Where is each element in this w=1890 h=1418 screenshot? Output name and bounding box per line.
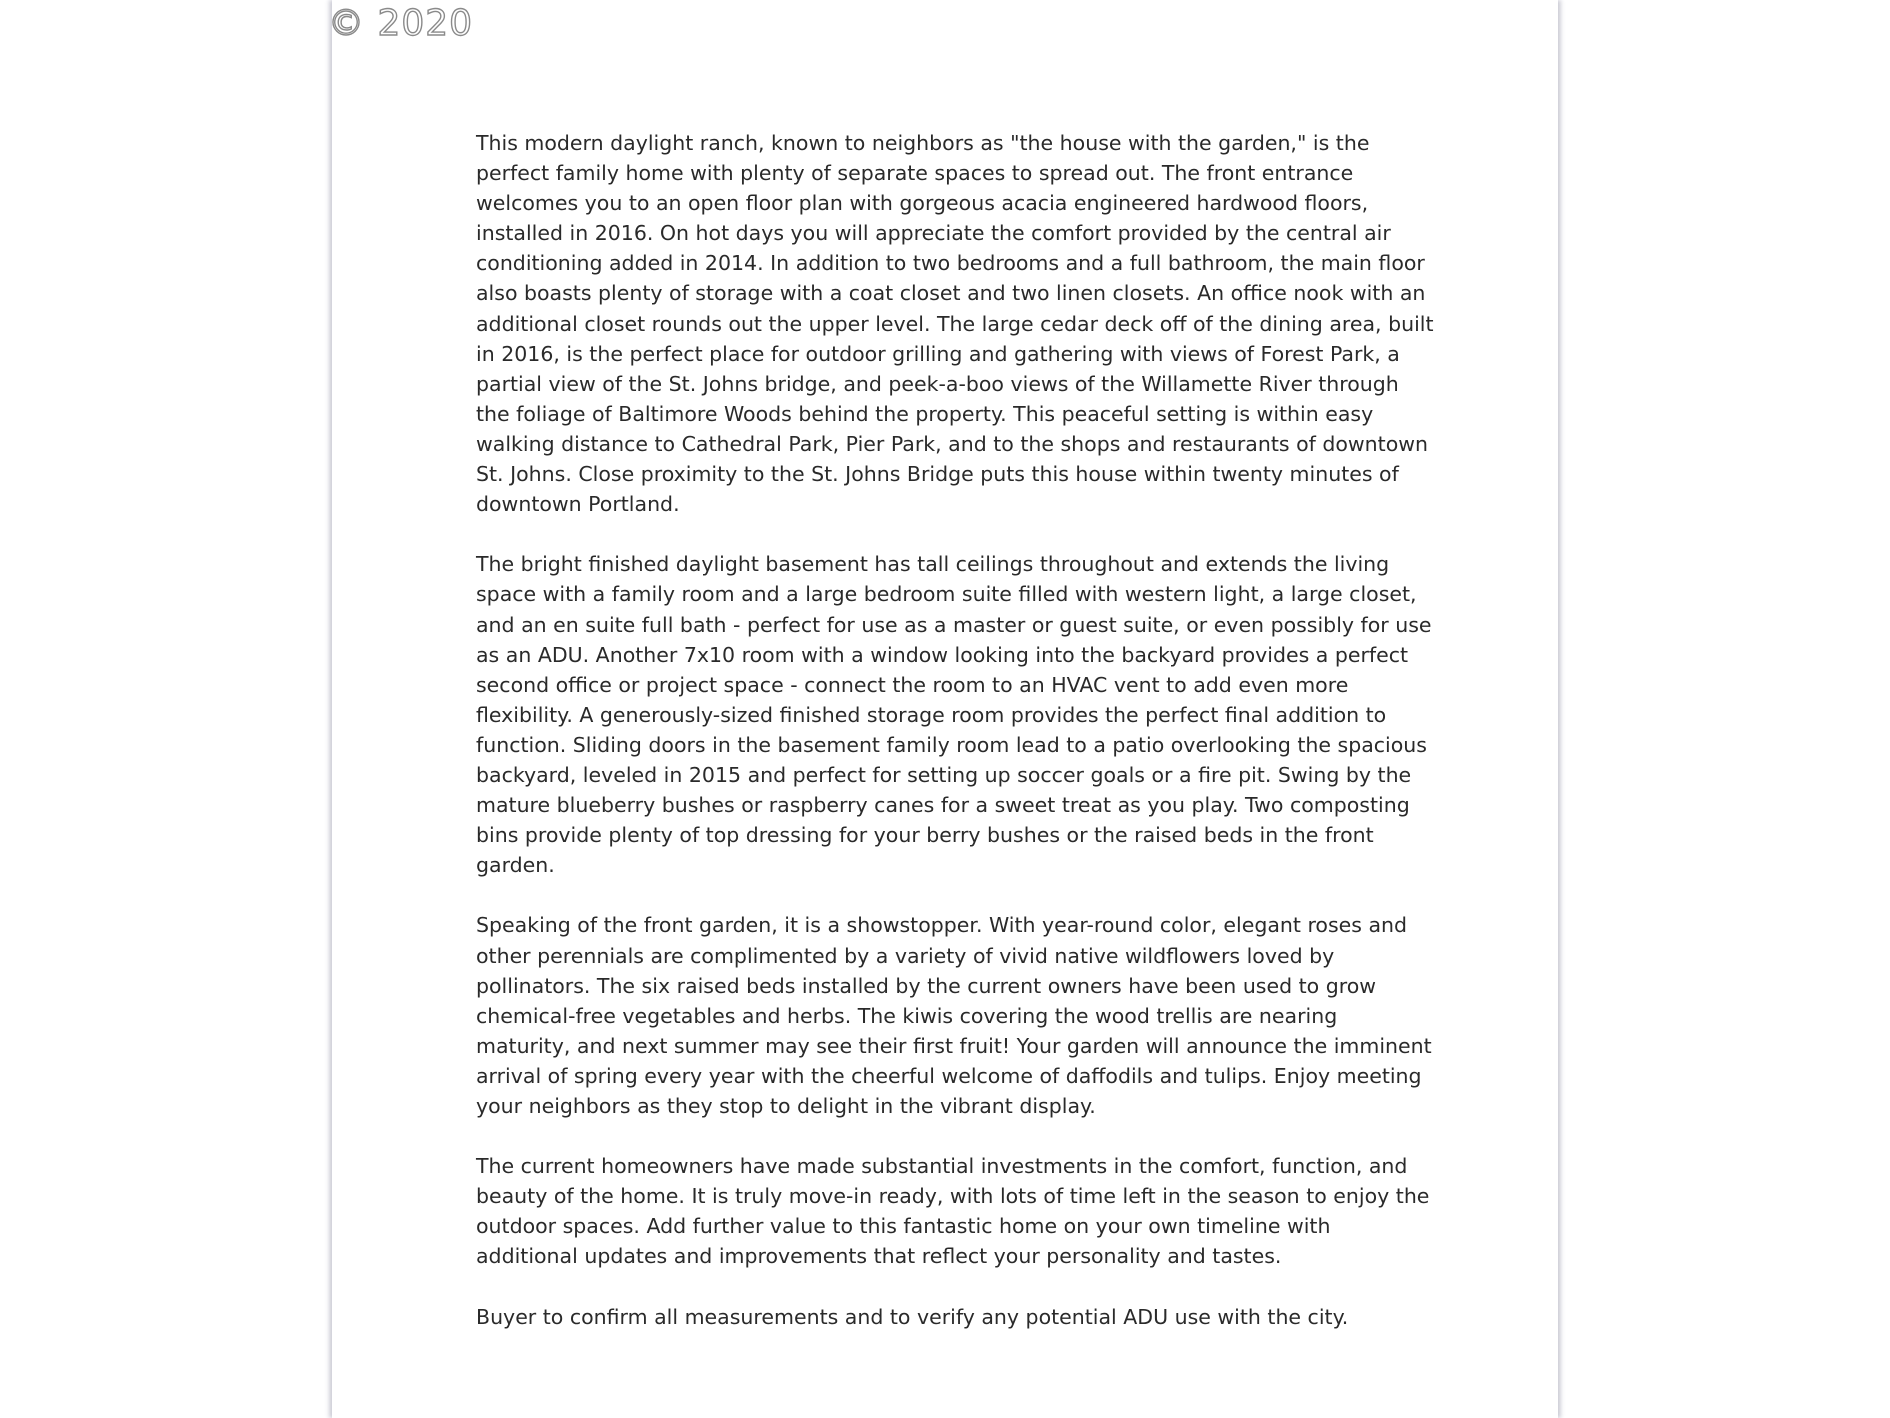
paragraph-3: Speaking of the front garden, it is a showstopper. With year-round color, elegant roses and other perennials are complimented by a variety of vivid native wildflowers loved by pollinators. The six raised beds installed by the current owners have been used to grow chemical-free vegetables and herbs. The kiwis covering the wood trellis are nearing maturity, and next summer may see their first fruit! Your garden will announce the imminent arrival of spring every year with the cheerful welcome of daffodils and tulips. Enjoy meeting your neighbors as they stop to delight in the vibrant display. bbox=[476, 913, 1432, 1118]
paragraph-2: The bright finished daylight basement has tall ceilings throughout and extends the living space with a family room and a large bedroom suite filled with western light, a large closet, and an en suite full bath - perfect for use as a master or guest suite, or even possibly for use as an ADU. Another 7x10 room with a window looking into the backyard provides a perfect second office or project space - connect the room to an HVAC vent to add even more flexibility. A generously-sized finished storage room provides the perfect final addition to function. Sliding doors in the basement family room lead to a patio overlooking the spacious backyard, leveled in 2015 and perfect for setting up soccer goals or a fire pit. Swing by the mature blueberry bushes or raspberry canes for a sweet treat as you play. Two composting bins provide plenty of top dressing for your berry bushes or the raised beds in the front garden. bbox=[476, 552, 1432, 878]
paragraph-4: The current homeowners have made substantial investments in the comfort, function, and beauty of the home. It is truly move-in ready, with lots of time left in the season to enjoy the outdoor spaces. Add further value to this fantastic home on your own timeline with additional updates and improvements that reflect your personality and tastes. bbox=[476, 1154, 1430, 1269]
paragraph-5: Buyer to confirm all measurements and to verify any potential ADU use with the city. bbox=[476, 1304, 1349, 1329]
paragraph-1: This modern daylight ranch, known to neighbors as "the house with the garden," is the perfect family home with plenty of separate spaces to spread out. The front entrance welcomes you to an open floor plan with gorgeous acacia engineered hardwood floors, installed in 2016. On hot days you will appreciate the comfort provided by the central air conditioning added in 2014. In addition to two bedrooms and a full bathroom, the main floor also boasts plenty of storage with a coat closet and two linen closets. An office nook with an additional closet rounds out the upper level. The large cedar deck off of the dining area, built in 2016, is the perfect place for outdoor grilling and gathering with views of Forest Park, a partial view of the St. Johns bridge, and peek-a-boo views of the Willamette River through the foliage of Baltimore Woods behind the property. This peaceful setting is within easy walking distance to Cathedral Park, Pier Park, and to the shops and restaurants of downtown St. Johns. Close proximity to the St. Johns Bridge puts this house within twenty minutes of downtown Portland. bbox=[476, 131, 1434, 517]
description-body bbox=[476, 128, 1436, 1362]
copyright-watermark: © 2020 bbox=[328, 3, 474, 44]
